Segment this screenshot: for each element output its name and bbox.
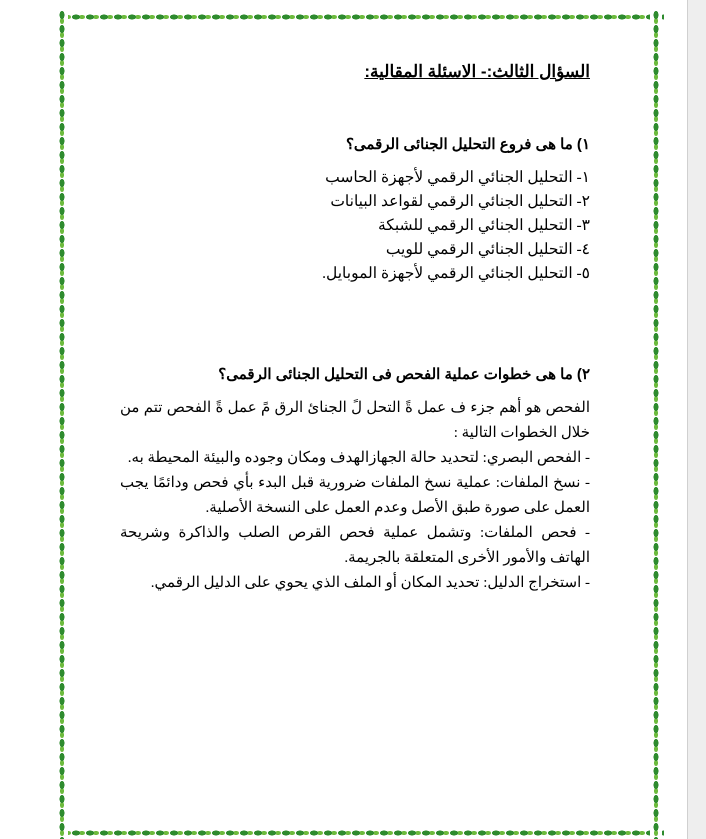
section-heading: السؤال الثالث:- الاسئلة المقالية: bbox=[364, 62, 590, 81]
list-item: ٢- التحليل الجنائي الرقمي لقواعد البيانات bbox=[330, 193, 590, 210]
answer-paragraph: الفحص هو أهم جزء ف عمل ةً التحل لً الجنائ الرق مً عمل ةً الفحص تتم من خلال الخطوات التالية : bbox=[120, 400, 590, 441]
question-2-answer bbox=[120, 396, 590, 596]
question-2-title: ٢) ما هى خطوات عملية الفحص فى التحليل الجنائى الرقمى؟ bbox=[218, 366, 590, 383]
answer-paragraph: - فحص الملفات: وتشمل عملية فحص القرص الصلب والذاكرة وشريحة الهاتف والأمور الأخرى المتعلقة بالجريمة. bbox=[120, 525, 590, 566]
answer-paragraph: - نسخ الملفات: عملية نسخ الملفات ضرورية قبل البدء بأي فحص ودائمًا يجب العمل على صورة طبق الأصل وعدم العمل على النسخة الأصلية. bbox=[120, 475, 590, 516]
document-body bbox=[120, 60, 590, 596]
answer-paragraph: - الفحص البصري: لتحديد حالة الجهازالهدف ومكان وجوده والبيئة المحيطة به. bbox=[127, 450, 590, 466]
vine-border-top bbox=[58, 11, 664, 23]
vine-border-right bbox=[650, 11, 662, 839]
vine-border-bottom bbox=[58, 827, 664, 839]
question-1-list bbox=[120, 166, 590, 286]
list-item: ٤- التحليل الجنائي الرقمي للويب bbox=[385, 241, 590, 258]
question-1-title: ١) ما هى فروع التحليل الجنائى الرقمى؟ bbox=[345, 136, 590, 153]
vine-border-left bbox=[56, 11, 68, 839]
list-item: ١- التحليل الجنائي الرقمي لأجهزة الحاسب bbox=[325, 169, 590, 186]
list-item: ٥- التحليل الجنائي الرقمي لأجهزة الموبايل. bbox=[322, 265, 590, 282]
list-item: ٣- التحليل الجنائي الرقمي للشبكة bbox=[377, 217, 590, 234]
answer-paragraph: - استخراج الدليل: تحديد المكان أو الملف الذي يحوي على الدليل الرقمي. bbox=[150, 575, 590, 591]
scrollbar-track[interactable] bbox=[687, 0, 706, 839]
